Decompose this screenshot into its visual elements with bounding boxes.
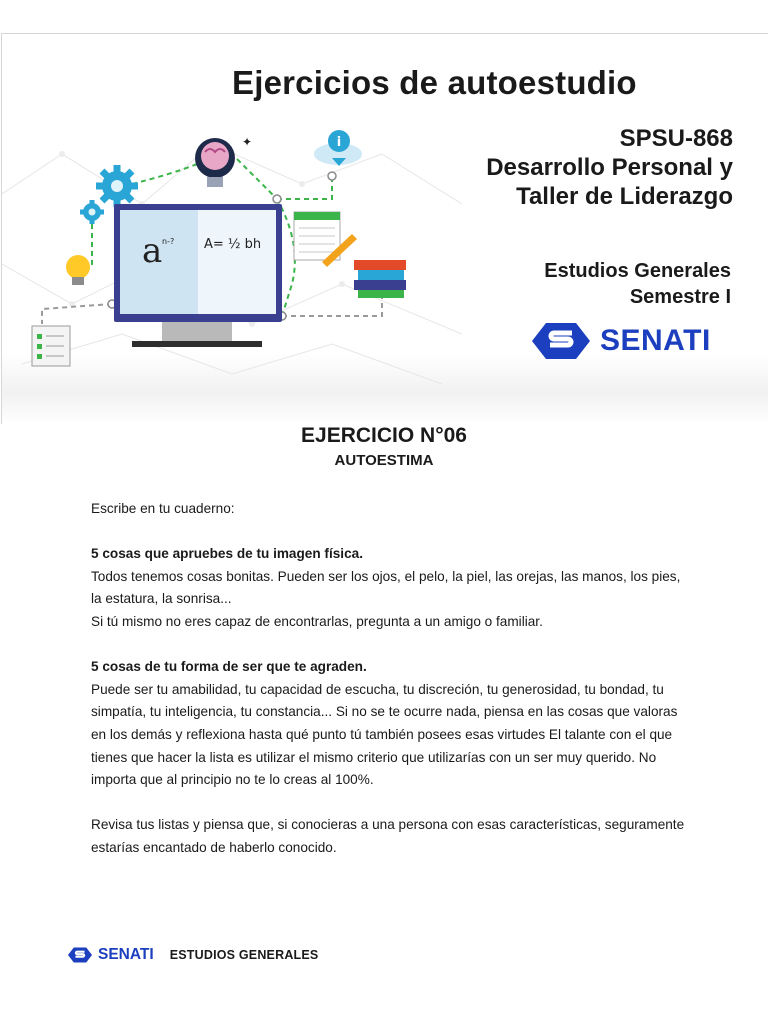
formula-area: A= ½ bh xyxy=(204,237,262,252)
notepad-icon xyxy=(294,212,357,267)
info-cloud-icon xyxy=(314,130,362,166)
exercise-title: EJERCICIO N°06 xyxy=(301,424,467,447)
course-name-line2: Taller de Liderazgo xyxy=(516,183,733,210)
senati-logo-text: SENATI xyxy=(600,324,711,357)
section1-text2: Si tú mismo no eres capaz de encontrarlas, pregunta a un amigo o familiar. xyxy=(91,613,543,629)
senati-footer-logo-icon xyxy=(68,946,92,964)
program-name: Estudios Generales xyxy=(544,260,731,282)
lightbulb-icon xyxy=(66,255,90,285)
section2-text: Puede ser tu amabilidad, tu capacidad de escucha, tu discreción, tu generosidad, tu bondad, tu simpatía, tu inteligencia, tu constancia... Si no se te ocurre nada, piensa en las cosas que valoras en los demás y reflexiona hasta qué punto tú también posees esas virtudes El talante con el que tienes que hacer la lista es utilizar el mismo criterio que utilizarías con un ser muy querido. No importa que al principio no te lo creas al 100%. xyxy=(91,681,678,788)
books-icon xyxy=(354,260,406,298)
page-footer xyxy=(68,946,318,964)
svg-text:✦: ✦ xyxy=(242,135,253,149)
footer-logo-text: SENATI xyxy=(98,946,154,963)
program-info xyxy=(544,258,731,310)
section2-heading: 5 cosas de tu forma de ser que te agraden. xyxy=(91,659,367,675)
brain-bulb-icon xyxy=(195,135,252,187)
banner-title: Ejercicios de autoestudio xyxy=(232,64,637,101)
intro-text: Escribe en tu cuaderno: xyxy=(91,501,235,516)
gear-icon-large xyxy=(96,165,138,207)
semester: Semestre I xyxy=(629,286,731,308)
footer-label: ESTUDIOS GENERALES xyxy=(169,948,319,962)
course-name-line1: Desarrollo Personal y xyxy=(486,154,733,181)
section1-heading: 5 cosas que apruebes de tu imagen física. xyxy=(91,546,363,562)
section1-text: Todos tenemos cosas bonitas. Pueden ser los ojos, el pelo, la piel, las orejas, las manos, los pies, la estatura, la sonrisa... xyxy=(91,568,681,607)
svg-text:n-?: n-? xyxy=(162,237,175,246)
course-info xyxy=(486,124,733,211)
computer-monitor xyxy=(114,204,282,347)
checklist-icon xyxy=(32,326,70,366)
info-glyph: i xyxy=(336,135,342,150)
formula-a: a xyxy=(142,231,163,271)
course-code: SPSU-868 xyxy=(619,125,733,152)
senati-logo xyxy=(532,321,711,361)
senati-logo-icon xyxy=(532,321,590,361)
exercise-subtitle: AUTOESTIMA xyxy=(334,452,434,469)
closing-text: Revisa tus listas y piensa que, si conocieras a una persona con esas características, seguramente estarías encantado de haberlo conocido. xyxy=(91,817,685,855)
exercise-body xyxy=(91,498,691,860)
header-banner xyxy=(1,33,768,424)
